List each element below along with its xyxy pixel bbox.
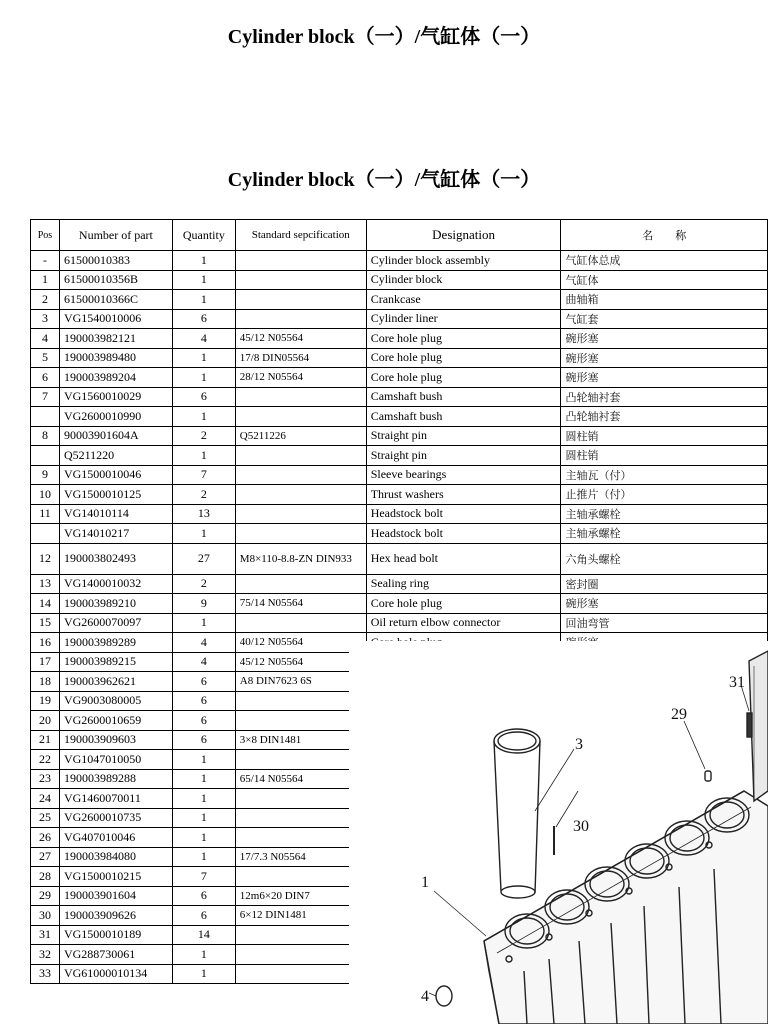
cell-pos: 13: [31, 574, 60, 594]
cell-quantity: 1: [172, 847, 235, 867]
cell-pos: 1: [31, 270, 60, 290]
callout-1: 1: [421, 874, 429, 891]
cell-designation: Cylinder block: [366, 270, 561, 290]
cell-standard: [235, 387, 366, 407]
cell-name-cn: 曲轴箱: [561, 290, 768, 310]
cell-quantity: 6: [172, 906, 235, 926]
cell-name-cn: 凸轮轴衬套: [561, 407, 768, 427]
cell-standard: [235, 964, 366, 984]
cell-quantity: 7: [172, 465, 235, 485]
cell-designation: Camshaft bush: [366, 407, 561, 427]
cell-name-cn: 气缸套: [561, 309, 768, 329]
cell-pos: 11: [31, 504, 60, 524]
cell-pos: [31, 524, 60, 544]
table-row: [31, 524, 768, 544]
cell-part-number: VG1540010006: [59, 309, 172, 329]
cell-quantity: 9: [172, 594, 235, 614]
cell-name-cn: 碗形塞: [561, 368, 768, 388]
cell-quantity: 13: [172, 504, 235, 524]
cell-designation: Camshaft bush: [366, 387, 561, 407]
cell-pos: 4: [31, 329, 60, 349]
cell-part-number: VG2600010990: [59, 407, 172, 427]
cell-pos: 7: [31, 387, 60, 407]
cell-part-number: 190003989289: [59, 633, 172, 653]
cell-part-number: 190003909603: [59, 730, 172, 750]
cell-quantity: 6: [172, 691, 235, 711]
cell-part-number: 190003802493: [59, 543, 172, 574]
cell-pos: 23: [31, 769, 60, 789]
cell-standard: 28/12 N05564: [235, 368, 366, 388]
cell-designation: Headstock bolt: [366, 524, 561, 544]
cell-part-number: 190003989480: [59, 348, 172, 368]
cell-part-number: VG61000010134: [59, 964, 172, 984]
cell-name-cn: 止推片（付）: [561, 485, 768, 505]
page-title: Cylinder block（一）/气缸体（一）: [227, 26, 541, 48]
cell-name-cn: 主轴承螺栓: [561, 524, 768, 544]
cell-standard: [235, 465, 366, 485]
cell-part-number: 61500010366C: [59, 290, 172, 310]
cell-standard: [235, 524, 366, 544]
cell-name-cn: 圆柱销: [561, 426, 768, 446]
cell-part-number: VG14010217: [59, 524, 172, 544]
cell-pos: 32: [31, 945, 60, 965]
cell-quantity: 4: [172, 329, 235, 349]
table-row: [31, 613, 768, 633]
cell-quantity: 1: [172, 368, 235, 388]
cell-part-number: VG2600070097: [59, 613, 172, 633]
table-row: [31, 368, 768, 388]
cell-part-number: VG1560010029: [59, 387, 172, 407]
cell-pos: 5: [31, 348, 60, 368]
cell-quantity: 6: [172, 730, 235, 750]
cell-part-number: 190003989215: [59, 652, 172, 672]
cell-part-number: 190003962621: [59, 672, 172, 692]
cell-quantity: 1: [172, 945, 235, 965]
cell-quantity: 1: [172, 446, 235, 466]
callout-4: 4: [421, 988, 429, 1005]
cell-part-number: 190003989288: [59, 769, 172, 789]
cell-quantity: 14: [172, 925, 235, 945]
cell-part-number: 90003901604A: [59, 426, 172, 446]
cell-standard: 40/12 N05564: [235, 633, 366, 653]
cell-pos: 27: [31, 847, 60, 867]
cell-standard: [235, 750, 366, 770]
cell-name-cn: 主轴承螺栓: [561, 504, 768, 524]
cell-quantity: 1: [172, 524, 235, 544]
cell-standard: [235, 613, 366, 633]
cell-standard: [235, 251, 366, 271]
cell-part-number: VG1500010046: [59, 465, 172, 485]
cell-pos: 24: [31, 789, 60, 809]
cell-part-number: VG2600010659: [59, 711, 172, 731]
cell-quantity: 6: [172, 672, 235, 692]
cell-pos: 18: [31, 672, 60, 692]
cell-pos: 14: [31, 594, 60, 614]
header-standard: Standard sepcification: [235, 220, 366, 251]
cell-part-number: VG1500010189: [59, 925, 172, 945]
cell-standard: [235, 789, 366, 809]
callout-29: 29: [671, 706, 687, 723]
callout-30: 30: [573, 818, 589, 835]
cell-name-cn: 碗形塞: [561, 594, 768, 614]
cell-standard: [235, 290, 366, 310]
cell-name-cn: 气缸体总成: [561, 251, 768, 271]
cell-pos: 6: [31, 368, 60, 388]
cell-designation: Straight pin: [366, 446, 561, 466]
cell-standard: [235, 828, 366, 848]
cell-pos: 15: [31, 613, 60, 633]
cell-pos: 22: [31, 750, 60, 770]
cell-pos: 2: [31, 290, 60, 310]
cell-quantity: 6: [172, 711, 235, 731]
cell-quantity: 1: [172, 348, 235, 368]
cell-standard: [235, 711, 366, 731]
cell-standard: [235, 867, 366, 887]
cell-designation: Crankcase: [366, 290, 561, 310]
table-row: [31, 290, 768, 310]
table-row: [31, 329, 768, 349]
cell-pos: 30: [31, 906, 60, 926]
cylinder-block-drawing: [349, 641, 768, 1024]
cell-part-number: VG9003080005: [59, 691, 172, 711]
table-row: [31, 387, 768, 407]
header-designation: Designation: [366, 220, 561, 251]
cell-quantity: 2: [172, 574, 235, 594]
cell-part-number: VG2600010735: [59, 808, 172, 828]
cell-part-number: VG1460070011: [59, 789, 172, 809]
cell-designation: Core hole plug: [366, 329, 561, 349]
cell-pos: 29: [31, 886, 60, 906]
cell-standard: 45/12 N05564: [235, 329, 366, 349]
cell-quantity: 7: [172, 867, 235, 887]
cell-designation: Headstock bolt: [366, 504, 561, 524]
cell-standard: 12m6×20 DIN7: [235, 886, 366, 906]
cell-quantity: 1: [172, 769, 235, 789]
cell-name-cn: 凸轮轴衬套: [561, 387, 768, 407]
cell-standard: 6×12 DIN1481: [235, 906, 366, 926]
cell-quantity: 27: [172, 543, 235, 574]
cell-standard: [235, 691, 366, 711]
cell-standard: [235, 808, 366, 828]
cell-part-number: 190003909626: [59, 906, 172, 926]
cell-designation: Core hole plug: [366, 348, 561, 368]
cell-part-number: 61500010383: [59, 251, 172, 271]
cell-quantity: 4: [172, 633, 235, 653]
cell-quantity: 2: [172, 485, 235, 505]
cell-designation: Oil return elbow connector: [366, 613, 561, 633]
cell-name-cn: 回油弯管: [561, 613, 768, 633]
cell-quantity: 6: [172, 309, 235, 329]
cell-standard: 3×8 DIN1481: [235, 730, 366, 750]
table-row: [31, 446, 768, 466]
cell-pos: 16: [31, 633, 60, 653]
cell-pos: 3: [31, 309, 60, 329]
table-title: Cylinder block（一）/气缸体（一）: [227, 169, 541, 191]
cell-pos: 31: [31, 925, 60, 945]
cell-standard: 45/12 N05564: [235, 652, 366, 672]
cell-quantity: 1: [172, 789, 235, 809]
table-row: [31, 594, 768, 614]
cell-name-cn: 碗形塞: [561, 348, 768, 368]
cell-part-number: VG1400010032: [59, 574, 172, 594]
cell-standard: M8×110-8.8-ZN DIN933: [235, 543, 366, 574]
cell-standard: 17/8 DIN05564: [235, 348, 366, 368]
cell-designation: Cylinder block assembly: [366, 251, 561, 271]
table-row: [31, 270, 768, 290]
table-row: [31, 504, 768, 524]
cell-standard: [235, 504, 366, 524]
cell-standard: [235, 309, 366, 329]
exploded-view-figure: [349, 641, 768, 1024]
cell-pos: 28: [31, 867, 60, 887]
cell-standard: [235, 945, 366, 965]
cell-quantity: 1: [172, 251, 235, 271]
cell-pos: [31, 407, 60, 427]
cell-pos: 19: [31, 691, 60, 711]
table-row: [31, 309, 768, 329]
cell-quantity: 2: [172, 426, 235, 446]
cell-part-number: VG1500010215: [59, 867, 172, 887]
cell-part-number: 190003989210: [59, 594, 172, 614]
cell-designation: Sealing ring: [366, 574, 561, 594]
cell-designation: Sleeve bearings: [366, 465, 561, 485]
cell-name-cn: 六角头螺栓: [561, 543, 768, 574]
cell-name-cn: 气缸体: [561, 270, 768, 290]
cell-quantity: 1: [172, 407, 235, 427]
cell-pos: 8: [31, 426, 60, 446]
cell-part-number: 190003989204: [59, 368, 172, 388]
cell-pos: 26: [31, 828, 60, 848]
cell-pos: 12: [31, 543, 60, 574]
cell-quantity: 4: [172, 652, 235, 672]
cell-designation: Cylinder liner: [366, 309, 561, 329]
cell-designation: Straight pin: [366, 426, 561, 446]
cell-part-number: Q5211220: [59, 446, 172, 466]
cell-designation: Thrust washers: [366, 485, 561, 505]
table-row: [31, 251, 768, 271]
cell-quantity: 1: [172, 828, 235, 848]
cell-quantity: 6: [172, 387, 235, 407]
cell-part-number: VG1500010125: [59, 485, 172, 505]
cell-part-number: VG1047010050: [59, 750, 172, 770]
cell-pos: 33: [31, 964, 60, 984]
callout-31: 31: [729, 674, 745, 691]
table-header-row: [31, 220, 768, 251]
cell-part-number: 190003984080: [59, 847, 172, 867]
cell-standard: Q5211226: [235, 426, 366, 446]
cell-name-cn: 主轴瓦（付）: [561, 465, 768, 485]
table-row: [31, 348, 768, 368]
cell-standard: A8 DIN7623 6S: [235, 672, 366, 692]
cell-pos: -: [31, 251, 60, 271]
cell-pos: 25: [31, 808, 60, 828]
cell-designation: Core hole plug: [366, 594, 561, 614]
cell-standard: 75/14 N05564: [235, 594, 366, 614]
cell-pos: [31, 446, 60, 466]
table-row: [31, 426, 768, 446]
cell-designation: Hex head bolt: [366, 543, 561, 574]
cell-name-cn: 密封圈: [561, 574, 768, 594]
cell-quantity: 1: [172, 750, 235, 770]
cell-pos: 17: [31, 652, 60, 672]
cell-quantity: 1: [172, 290, 235, 310]
cell-quantity: 1: [172, 964, 235, 984]
cell-standard: 17/7.3 N05564: [235, 847, 366, 867]
table-row: [31, 574, 768, 594]
cell-quantity: 6: [172, 886, 235, 906]
cell-pos: 20: [31, 711, 60, 731]
cell-part-number: 61500010356B: [59, 270, 172, 290]
cell-designation: Core hole plug: [366, 368, 561, 388]
header-pos: Pos: [31, 220, 60, 251]
cell-standard: [235, 407, 366, 427]
header-name-cn: 名 称: [561, 220, 768, 251]
cell-pos: 9: [31, 465, 60, 485]
cell-pos: 10: [31, 485, 60, 505]
cell-name-cn: 碗形塞: [561, 329, 768, 349]
cell-part-number: VG14010114: [59, 504, 172, 524]
table-row: [31, 485, 768, 505]
cell-part-number: VG407010046: [59, 828, 172, 848]
cell-standard: [235, 485, 366, 505]
cell-quantity: 1: [172, 808, 235, 828]
cell-part-number: 190003901604: [59, 886, 172, 906]
cell-pos: 21: [31, 730, 60, 750]
header-number: Number of part: [59, 220, 172, 251]
cell-standard: [235, 925, 366, 945]
cell-standard: 65/14 N05564: [235, 769, 366, 789]
callout-3: 3: [575, 736, 583, 753]
cell-standard: [235, 574, 366, 594]
header-quantity: Quantity: [172, 220, 235, 251]
cell-part-number: 190003982121: [59, 329, 172, 349]
cell-name-cn: 圆柱销: [561, 446, 768, 466]
cell-standard: [235, 270, 366, 290]
table-row: [31, 465, 768, 485]
cell-quantity: 1: [172, 613, 235, 633]
cell-quantity: 1: [172, 270, 235, 290]
table-row: [31, 543, 768, 574]
cell-standard: [235, 446, 366, 466]
cell-part-number: VG288730061: [59, 945, 172, 965]
table-row: [31, 407, 768, 427]
